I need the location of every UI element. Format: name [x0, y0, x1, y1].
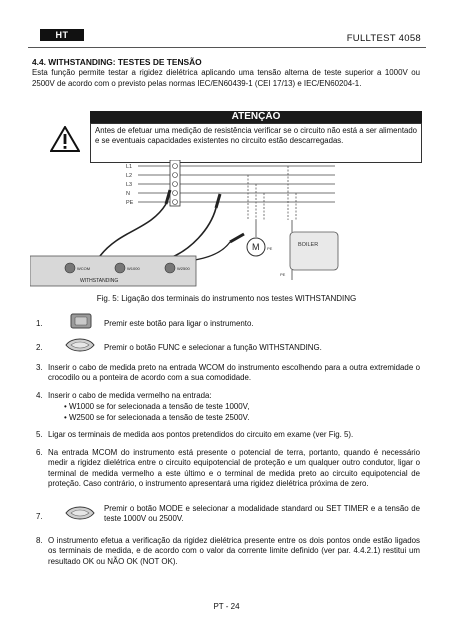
step-6-number: 6.: [36, 448, 43, 457]
instrument-label: WITHSTANDING: [80, 278, 119, 284]
func-button-icon: [64, 336, 96, 354]
step-5-text: Ligar os terminais de medida aos pontos pretendidos do circuito em exame (ver Fig. 5).: [48, 430, 354, 439]
terminal-w2500-label: W2500: [177, 266, 190, 271]
section-intro: Esta função permite testar a rigidez dielétrica aplicando uma tensão alterna de teste superior a 1000V ou 2500V de acordo com o previsto pelas normas IEC/EN60439-1 (CEI 17/13) e IEC/EN60204-1.: [32, 68, 420, 88]
step-3-text: Inserir o cabo de medida preto na entrada WCOM do instrumento escolhendo para a outra extremidade o crocodilo ou a ponteira de acordo com a sua comodidade.: [48, 363, 420, 383]
step-5-number: 5.: [36, 430, 43, 439]
terminal-w1000-label: W1000: [127, 266, 140, 271]
step-3-number: 3.: [36, 363, 43, 372]
power-button-icon: [70, 313, 92, 329]
step-7-text: Premir o botão MODE e selecionar a modalidade standard ou SET TIMER e a tensão de teste 1000V ou 2500V.: [104, 504, 420, 524]
boiler-label: BOILER: [298, 242, 319, 248]
step-2-number: 2.: [36, 343, 43, 352]
step-7-number: 7.: [36, 512, 43, 521]
step-1-number: 1.: [36, 319, 43, 328]
mode-button-icon: [64, 504, 96, 522]
line-label-l3: L3: [126, 182, 133, 188]
header-divider: [28, 47, 426, 48]
bullet-w1000: • W1000 se for selecionada a tensão de teste 1000V,: [64, 402, 250, 411]
wiring-figure: [30, 160, 390, 288]
document-title: FULLTEST 4058: [346, 33, 421, 44]
motor-label: M: [252, 242, 260, 252]
ht-logo: HT: [40, 29, 84, 41]
warning-text: Antes de efetuar uma medição de resistência verificar se o circuito não está a ser alimentado e se eventuais capacidades existentes no circuito estão descarregadas.: [90, 123, 422, 163]
boiler-pe-label: PE: [280, 272, 286, 277]
motor-pe-label: PE: [267, 246, 273, 251]
line-label-l2: L2: [126, 173, 133, 179]
step-8-text: O instrumento efetua a verificação da rigidez dielétrica presente entre os dois pontos onde estão ligados os terminais de medida, e de acordo com o valor da corrente limite definido (ver par. 4.4.2.1) restitui um resultado OK ou NÃO OK (NOT OK).: [48, 536, 420, 566]
step-2-text: Premir o botão FUNC e selecionar a função WITHSTANDING.: [104, 343, 322, 352]
section-title: 4.4. WITHSTANDING: TESTES DE TENSÃO: [32, 57, 202, 67]
step-4-text: Inserir o cabo de medida vermelho na entrada:: [48, 391, 212, 400]
page-number: PT - 24: [213, 602, 240, 611]
warning-title: ATENÇÃO: [90, 111, 422, 123]
step-4-number: 4.: [36, 391, 43, 400]
step-1-text: Premir este botão para ligar o instrumento.: [104, 319, 254, 328]
step-8-number: 8.: [36, 536, 43, 545]
figure-caption: Fig. 5: Ligação dos terminais do instrumento nos testes WITHSTANDING: [96, 294, 357, 303]
line-label-pe: PE: [126, 200, 134, 206]
terminal-wcom-label: WCOM: [77, 266, 91, 271]
line-label-n: N: [126, 191, 130, 197]
bullet-w2500: • W2500 se for selecionada a tensão de teste 2500V.: [64, 413, 250, 422]
warning-triangle-icon: [50, 126, 80, 152]
bullet-w1000-text: W1000 se for selecionada a tensão de teste 1000V,: [68, 402, 250, 411]
line-label-l1: L1: [126, 164, 133, 170]
step-6-text: Na entrada MCOM do instrumento está presente o potencial de terra, portanto, quando é necessário medir a rigidez dielétrica entre o circuito equipotencial de proteção e um qualquer outro condutor, ligar o terminal de medida vermelho a este último e o terminal de medida preto ao circuito equipotencial de proteção. Caso contrário, o instrumento apresentará uma rigidez dielétrica próxima de zero.: [48, 448, 420, 489]
bullet-w2500-text: W2500 se for selecionada a tensão de teste 2500V.: [68, 413, 250, 422]
